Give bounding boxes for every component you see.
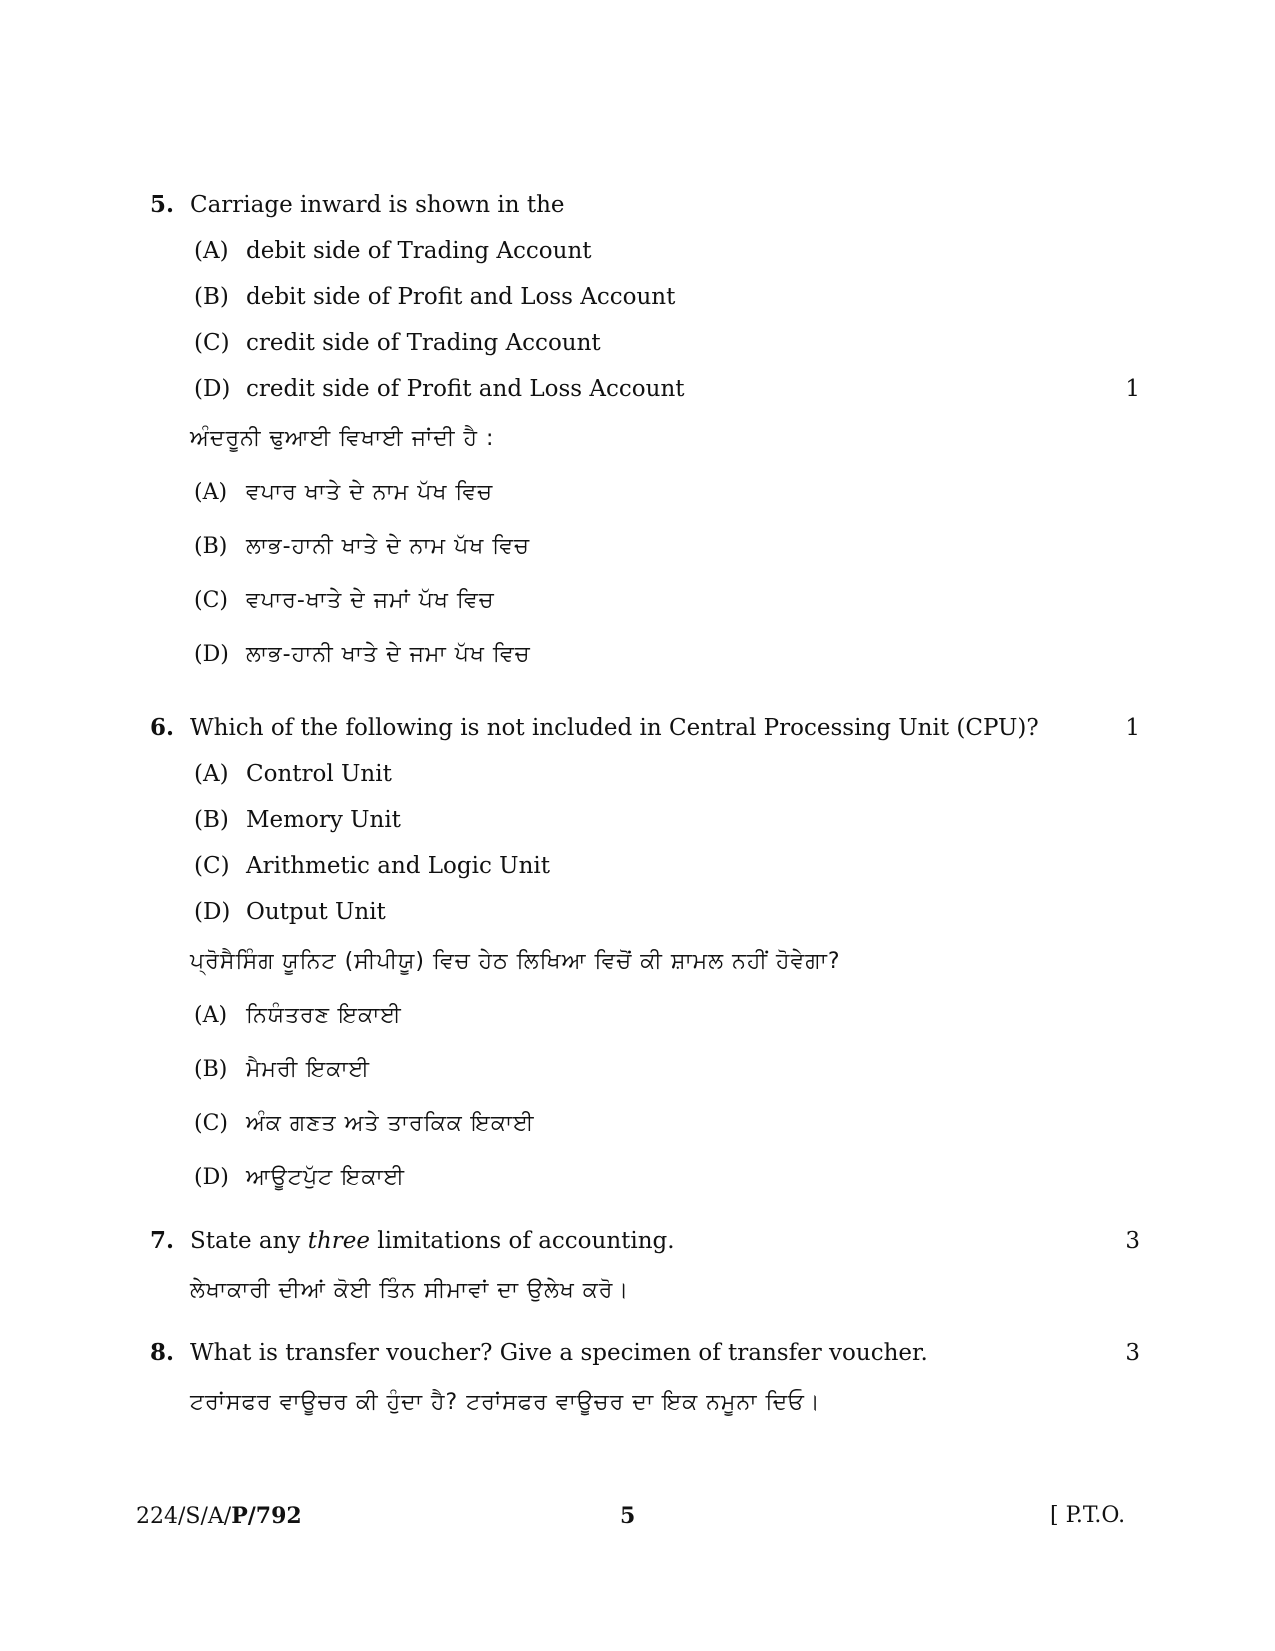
- question-number: 6.: [150, 714, 175, 741]
- question-marks: 1: [1125, 715, 1140, 741]
- question-text-part: State any: [190, 1228, 308, 1254]
- punjabi-option-c: [150, 1097, 1140, 1151]
- option-letter: (A): [194, 480, 228, 505]
- option-b: [150, 797, 1140, 843]
- punjabi-option-text: ਲਾਭ-ਹਾਨੀ ਖਾਤੇ ਦੇ ਨਾਮ ਪੱਖ ਵਿਚ: [246, 534, 530, 559]
- option-letter: (D): [194, 642, 229, 667]
- option-letter: (C): [194, 853, 230, 879]
- option-c: [150, 320, 1140, 366]
- punjabi-option-a: [150, 989, 1140, 1043]
- question-number: 8.: [150, 1339, 175, 1366]
- option-text: credit side of Profit and Loss Account: [246, 376, 685, 402]
- option-letter: (A): [194, 761, 229, 787]
- question-6: [150, 705, 1140, 1205]
- option-letter: (D): [194, 376, 231, 402]
- option-d: [150, 366, 1140, 412]
- punjabi-stem: [150, 412, 1140, 466]
- punjabi-question-text: ਲੇਖਾਕਾਰੀ ਦੀਆਂ ਕੋਈ ਤਿੰਨ ਸੀਮਾਵਾਂ ਦਾ ਉਲੇਖ ਕਰੋ।: [190, 1278, 630, 1303]
- question-stem: [150, 1330, 1140, 1376]
- option-letter: (C): [194, 330, 230, 356]
- option-letter: (D): [194, 1165, 229, 1190]
- punjabi-option-b: [150, 1043, 1140, 1097]
- paper-code-prefix: 224/S/A/: [136, 1504, 232, 1529]
- punjabi-stem: [150, 1264, 1140, 1318]
- question-stem: [150, 182, 1140, 228]
- option-letter: (B): [194, 534, 228, 559]
- page-number: 5: [620, 1503, 636, 1529]
- option-b: [150, 274, 1140, 320]
- question-text: [190, 1218, 675, 1264]
- question-5: [150, 182, 1140, 682]
- punjabi-question-text: ਪ੍ਰੋਸੈਸਿੰਗ ਯੂਨਿਟ (ਸੀਪੀਯੂ) ਵਿਚ ਹੇਠ ਲਿਖਿਆ ਵਿਚੋਂ ਕੀ ਸ਼ਾਮਲ ਨਹੀਂ ਹੋਵੇਗਾ?: [190, 949, 841, 974]
- option-text: debit side of Profit and Loss Account: [246, 284, 676, 310]
- question-number: 5.: [150, 191, 175, 218]
- punjabi-option-text: ਅੰਕ ਗਣਤ ਅਤੇ ਤਾਰਕਿਕ ਇਕਾਈ: [246, 1111, 535, 1136]
- question-7: [150, 1218, 1140, 1318]
- punjabi-option-a: [150, 466, 1140, 520]
- punjabi-option-d: [150, 628, 1140, 682]
- punjabi-option-b: [150, 520, 1140, 574]
- option-letter: (B): [194, 1057, 228, 1082]
- punjabi-option-text: ਵਪਾਰ-ਖਾਤੇ ਦੇ ਜਮਾਂ ਪੱਖ ਵਿਚ: [246, 588, 495, 613]
- option-letter: (A): [194, 1003, 228, 1028]
- pto-label: [ P.T.O.: [1050, 1503, 1126, 1528]
- question-stem: [150, 705, 1140, 751]
- option-d: [150, 889, 1140, 935]
- punjabi-option-text: ਵਪਾਰ ਖਾਤੇ ਦੇ ਨਾਮ ਪੱਖ ਵਿਚ: [246, 480, 494, 505]
- punjabi-option-text: ਆਊਟਪੁੱਟ ਇਕਾਈ: [246, 1165, 406, 1190]
- punjabi-question-text: ਅੰਦਰੂਨੀ ਢੁਆਈ ਵਿਖਾਈ ਜਾਂਦੀ ਹੈ :: [190, 426, 495, 451]
- option-a: [150, 751, 1140, 797]
- option-text: Output Unit: [246, 899, 386, 925]
- page-footer: [0, 1496, 1275, 1536]
- paper-code-slash: /: [247, 1503, 256, 1529]
- option-a: [150, 228, 1140, 274]
- paper-code-p: P: [231, 1503, 248, 1529]
- punjabi-question-text: ਟਰਾਂਸਫਰ ਵਾਊਚਰ ਕੀ ਹੁੰਦਾ ਹੈ? ਟਰਾਂਸਫਰ ਵਾਊਚਰ ਦਾ ਇਕ ਨਮੂਨਾ ਦਿਓ।: [190, 1390, 821, 1415]
- punjabi-option-d: [150, 1151, 1140, 1205]
- question-text: Carriage inward is shown in the: [190, 192, 565, 218]
- option-letter: (C): [194, 588, 228, 613]
- question-marks: 3: [1125, 1340, 1140, 1366]
- question-marks: 3: [1125, 1228, 1140, 1254]
- paper-code: [136, 1496, 302, 1537]
- question-stem: [150, 1218, 1140, 1264]
- option-text: Memory Unit: [246, 807, 401, 833]
- question-8: [150, 1330, 1140, 1430]
- question-marks: 1: [1125, 376, 1140, 402]
- option-letter: (C): [194, 1111, 228, 1136]
- punjabi-stem: [150, 1376, 1140, 1430]
- option-text: debit side of Trading Account: [246, 238, 592, 264]
- option-text: Arithmetic and Logic Unit: [246, 853, 550, 879]
- question-text-part: limitations of accounting.: [370, 1228, 675, 1254]
- option-letter: (D): [194, 899, 231, 925]
- punjabi-option-c: [150, 574, 1140, 628]
- question-text: What is transfer voucher? Give a specimen of transfer voucher.: [190, 1340, 928, 1366]
- punjabi-stem: [150, 935, 1140, 989]
- option-letter: (A): [194, 238, 229, 264]
- question-text-emphasis: three: [307, 1228, 370, 1254]
- punjabi-option-text: ਲਾਭ-ਹਾਨੀ ਖਾਤੇ ਦੇ ਜਮਾ ਪੱਖ ਵਿਚ: [246, 642, 531, 667]
- punjabi-option-text: ਨਿਯੰਤਰਣ ਇਕਾਈ: [246, 1003, 402, 1028]
- option-letter: (B): [194, 284, 229, 310]
- punjabi-option-text: ਮੈਮਰੀ ਇਕਾਈ: [246, 1057, 371, 1082]
- option-text: Control Unit: [246, 761, 392, 787]
- paper-code-number: 792: [255, 1503, 302, 1529]
- option-c: [150, 843, 1140, 889]
- option-text: credit side of Trading Account: [246, 330, 601, 356]
- question-number: 7.: [150, 1227, 175, 1254]
- question-text: Which of the following is not included in Central Processing Unit (CPU)?: [190, 715, 1039, 741]
- option-letter: (B): [194, 807, 229, 833]
